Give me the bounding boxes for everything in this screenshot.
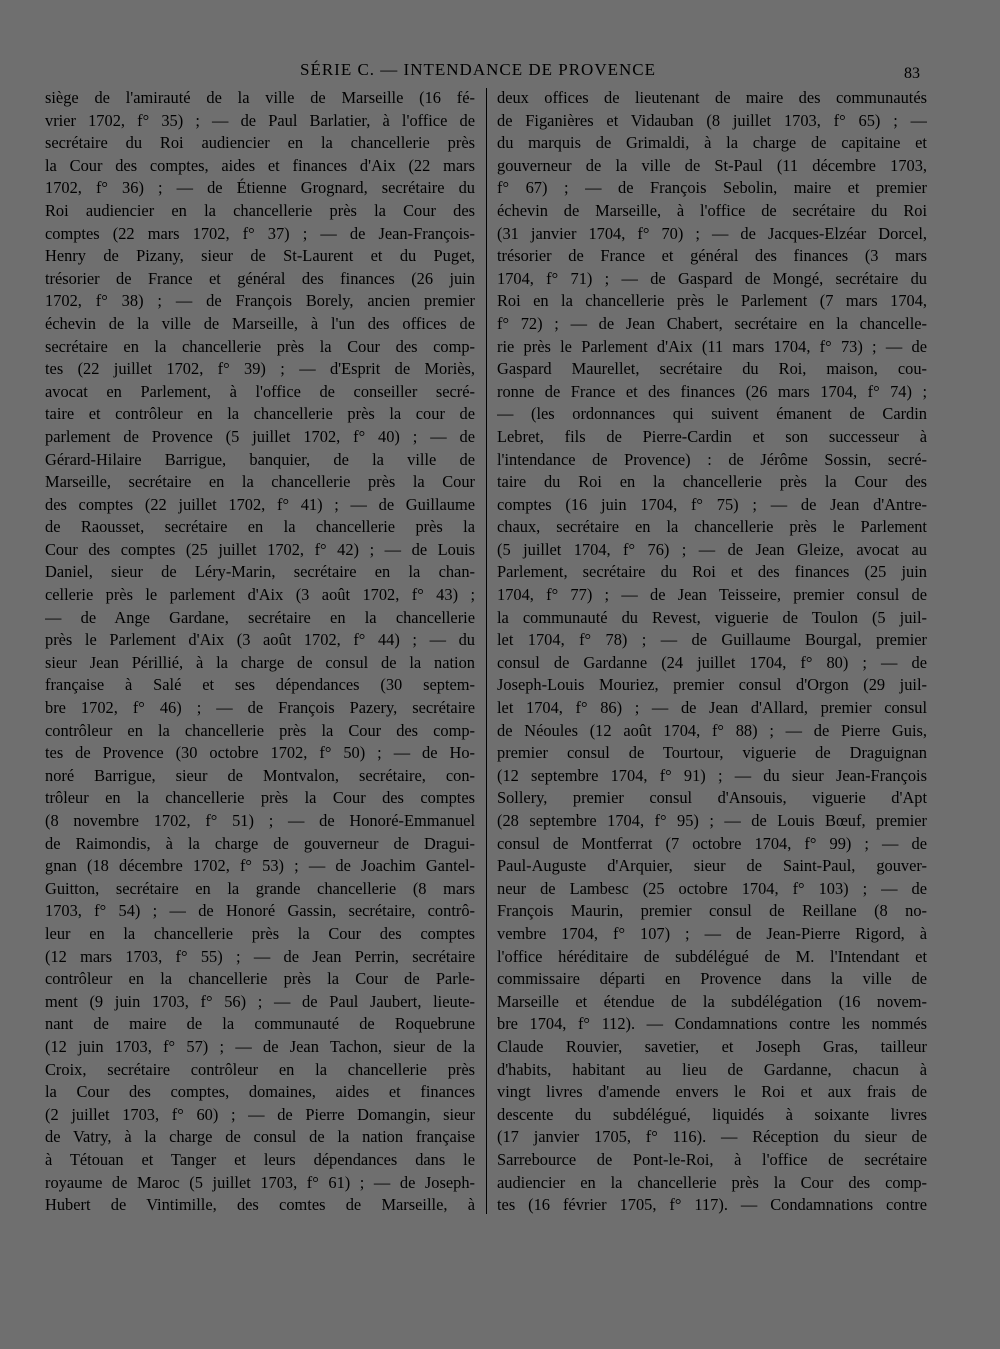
text-line: de Raimondis, à la charge de gouverneur de Dragui- — [45, 833, 475, 853]
text-line: vingt livres d'amende envers le Roi et aux frais de — [497, 1082, 927, 1102]
text-line: (12 septembre 1704, f° 91) ; — du sieur Jean-François — [497, 765, 927, 785]
text-line: Gaspard Maurellet, secrétaire du Roi, maison, cou- — [497, 359, 927, 379]
text-line: à Tétouan et Tanger et leurs dépendances dans le — [45, 1149, 475, 1169]
text-line: neur de Lambesc (25 octobre 1704, f° 103) ; — de — [497, 878, 927, 898]
text-line: taire et contrôleur en la chancellerie près la cour de — [45, 404, 475, 424]
text-line: l'intendance de Provence) : de Jérôme Sossin, secré- — [497, 449, 927, 469]
text-line: l'office héréditaire de subdélégué de M. l'Intendant et — [497, 946, 927, 966]
text-line: la Cour des comptes, domaines, aides et finances — [45, 1082, 475, 1102]
text-line: audiencier en la chancellerie près la Cour des comp- — [497, 1172, 927, 1192]
text-line: — (les ordonnances qui suivent émanent de Cardin — [497, 404, 927, 424]
text-line: avocat en Parlement, à l'office de conseiller secré- — [45, 381, 475, 401]
text-line: (8 novembre 1702, f° 51) ; — de Honoré-Emmanuel — [45, 811, 475, 830]
text-line: 1704, f° 71) ; — de Gaspard de Mongé, secrétaire du — [497, 268, 927, 288]
text-line: bre 1704, f° 112). — Condamnations contre les nommés — [497, 1014, 927, 1034]
text-line: Guitton, secrétaire en la grande chancellerie (8 mars — [45, 878, 475, 898]
text-line: trôleur en la chancellerie près la Cour des comptes — [45, 788, 475, 808]
text-line: François Maurin, premier consul de Reillane (8 no- — [497, 901, 927, 921]
text-line: Daniel, sieur de Léry-Marin, secrétaire en la chan- — [45, 562, 475, 582]
text-line: (17 janvier 1705, f° 116). — Réception du sieur de — [497, 1127, 927, 1147]
text-line: Marseille et étendue de la subdélégation (16 novem- — [497, 991, 927, 1011]
text-line: la communauté du Revest, viguerie de Toulon (5 juil- — [497, 607, 927, 627]
text-line: noré Barrigue, sieur de Montvalon, secrétaire, con- — [45, 765, 475, 785]
text-line: (2 juillet 1703, f° 60) ; — de Pierre Domangin, sieur — [45, 1104, 475, 1124]
text-line: — de Ange Gardane, secrétaire en la chancellerie — [45, 607, 475, 627]
text-line: Roi en la chancellerie près le Parlement (7 mars 1704, — [497, 291, 927, 311]
text-line: nant de maire de la communauté de Roquebrune — [45, 1014, 475, 1034]
text-line: française à Salé et ses dépendances (30 septem- — [45, 675, 475, 695]
text-line: 1704, f° 77) ; — de Jean Teisseire, premier consul de — [497, 585, 927, 605]
text-line: secrétaire en la chancellerie près la Cour des comp- — [45, 336, 475, 356]
text-line: trésorier de France et général des finances (3 mars — [497, 246, 927, 266]
text-line: ment (9 juin 1703, f° 56) ; — de Paul Jaubert, lieute- — [45, 991, 475, 1011]
text-line: près le Parlement d'Aix (3 août 1702, f° 44) ; — du — [45, 630, 475, 650]
text-line: comptes (16 juin 1704, f° 75) ; — de Jean d'Antre- — [497, 494, 927, 514]
text-line: consul de Gardanne (24 juillet 1704, f° 80) ; — de — [497, 652, 927, 672]
text-line: 1702, f° 36) ; — de Étienne Grognard, secrétaire du — [45, 178, 475, 198]
text-line: ronne de France et des finances (26 mars 1704, f° 74) ; — [497, 381, 927, 401]
text-line: siège de l'amirauté de la ville de Marseille (16 fé- — [45, 88, 475, 107]
text-line: cellerie près le parlement d'Aix (3 août 1702, f° 43) ; — [45, 585, 475, 605]
text-line: (12 mars 1703, f° 55) ; — de Jean Perrin, secrétaire — [45, 946, 475, 966]
text-line: contrôleur en la chancellerie près la Cour des comp- — [45, 720, 475, 740]
text-line: (5 juillet 1704, f° 76) ; — de Jean Gleize, avocat au — [497, 539, 927, 559]
text-line: secrétaire du Roi audiencier en la chancellerie près — [45, 133, 475, 153]
text-line: échevin de la ville de Marseille, à l'un des offices de — [45, 313, 475, 333]
text-line: commissaire départi en Provence dans la ville de — [497, 969, 927, 989]
text-line: de Raousset, secrétaire en la chancellerie près la — [45, 517, 475, 537]
text-line: Claude Rouvier, savetier, et Joseph Gras, tailleur — [497, 1036, 927, 1056]
text-line: let 1704, f° 78) ; — de Guillaume Bourgal, premier — [497, 630, 927, 650]
text-line: contrôleur en la chancellerie près la Cour de Parle- — [45, 969, 475, 989]
text-line: Hubert de Vintimille, des comtes de Marseille, à — [45, 1195, 475, 1215]
text-line: comptes (22 mars 1702, f° 37) ; — de Jean-François- — [45, 223, 475, 243]
text-line: let 1704, f° 86) ; — de Jean d'Allard, premier consul — [497, 698, 927, 718]
text-line: vrier 1702, f° 35) ; — de Paul Barlatier, à l'office de — [45, 110, 475, 130]
text-line: Sollery, premier consul d'Ansouis, viguerie d'Apt — [497, 788, 927, 808]
running-title: SÉRIE C. — INTENDANCE DE PROVENCE — [300, 60, 656, 79]
text-line: Roi audiencier en la chancellerie près la Cour des — [45, 200, 475, 220]
text-line: premier consul de Tourtour, viguerie de Draguignan — [497, 743, 927, 763]
text-line: tes (16 février 1705, f° 117). — Condamnations contre — [497, 1195, 927, 1215]
left-text-column — [45, 87, 475, 1217]
text-line: consul de Montferrat (7 octobre 1704, f° 99) ; — de — [497, 833, 927, 853]
text-line: gnan (18 décembre 1702, f° 53) ; — de Joachim Gantel- — [45, 856, 475, 876]
text-line: de Figanières et Vidauban (8 juillet 1703, f° 65) ; — — [497, 110, 927, 130]
text-line: trésorier de France et général des finances (26 juin — [45, 268, 475, 288]
column-divider — [486, 88, 487, 1214]
text-line: Sarrebource de Pont-le-Roi, à l'office de secrétaire — [497, 1149, 927, 1169]
text-line: chaux, secrétaire en la chancellerie près le Parlement — [497, 517, 927, 537]
text-line: Parlement, secrétaire du Roi et des finances (25 juin — [497, 562, 927, 582]
text-line: parlement de Provence (5 juillet 1702, f° 40) ; — de — [45, 426, 475, 446]
text-line: f° 67) ; — de François Sebolin, maire et premier — [497, 178, 927, 198]
text-line: bre 1702, f° 46) ; — de François Pazery, secrétaire — [45, 698, 475, 718]
text-line: gouverneur de la ville de St-Paul (11 décembre 1703, — [497, 155, 927, 175]
text-line: la Cour des comptes, aides et finances d'Aix (22 mars — [45, 155, 475, 175]
text-line: Cour des comptes (25 juillet 1702, f° 42) ; — de Louis — [45, 539, 475, 559]
text-line: Paul-Auguste d'Arquier, sieur de Saint-Paul, gouver- — [497, 856, 927, 876]
text-line: rie près le Parlement d'Aix (11 mars 1704, f° 73) ; — de — [497, 336, 927, 356]
text-line: leur en la chancellerie près la Cour des comptes — [45, 923, 475, 943]
right-text-column — [497, 87, 927, 1217]
text-line: de Vatry, à la charge de consul de la nation française — [45, 1127, 475, 1147]
text-line: échevin de Marseille, à l'office de secrétaire du Roi — [497, 200, 927, 220]
text-line: 1703, f° 54) ; — de Honoré Gassin, secrétaire, contrô- — [45, 901, 475, 921]
text-line: d'habits, habitant au lieu de Gardanne, chacun à — [497, 1059, 927, 1079]
text-line: (12 juin 1703, f° 57) ; — de Jean Tachon, sieur de la — [45, 1036, 475, 1056]
text-line: (31 janvier 1704, f° 70) ; — de Jacques-Elzéar Dorcel, — [497, 223, 927, 243]
text-line: de Néoules (12 août 1704, f° 88) ; — de Pierre Guis, — [497, 720, 927, 740]
text-line: vembre 1704, f° 107) ; — de Jean-Pierre Rigord, à — [497, 923, 927, 943]
text-line: Croix, secrétaire contrôleur en la chancellerie près — [45, 1059, 475, 1079]
page-number: 83 — [904, 65, 920, 82]
text-line: royaume de Maroc (5 juillet 1703, f° 61) ; — de Joseph- — [45, 1172, 475, 1192]
text-line: Marseille, secrétaire en la chancellerie près la Cour — [45, 472, 475, 492]
text-line: sieur Jean Périllié, à la charge de consul de la nation — [45, 652, 475, 672]
text-line: Lebret, fils de Pierre-Cardin et son successeur à — [497, 426, 927, 446]
text-line: tes (22 juillet 1702, f° 39) ; — d'Esprit de Moriès, — [45, 359, 475, 379]
text-line: 1702, f° 38) ; — de François Borely, ancien premier — [45, 291, 475, 311]
text-line: du marquis de Grimaldi, à la charge de capitaine et — [497, 133, 927, 153]
text-line: deux offices de lieutenant de maire des communautés — [497, 88, 927, 107]
text-line: taire du Roi en la chancellerie près la Cour des — [497, 472, 927, 492]
page-header — [0, 58, 1000, 88]
text-line: tes de Provence (30 octobre 1702, f° 50) ; — de Ho- — [45, 743, 475, 763]
text-line: f° 72) ; — de Jean Chabert, secrétaire en la chancelle- — [497, 313, 927, 333]
text-line: des comptes (22 juillet 1702, f° 41) ; — de Guillaume — [45, 494, 475, 514]
text-line: descente du subdélégué, liquidés à soixante livres — [497, 1104, 927, 1124]
text-line: Henry de Pizany, sieur de St-Laurent et du Puget, — [45, 246, 475, 266]
text-line: (28 septembre 1704, f° 95) ; — de Louis Bœuf, premier — [497, 811, 927, 830]
text-line: Joseph-Louis Mouriez, premier consul d'Orgon (29 juil- — [497, 675, 927, 695]
text-line: Gérard-Hilaire Barrigue, banquier, de la ville de — [45, 449, 475, 469]
